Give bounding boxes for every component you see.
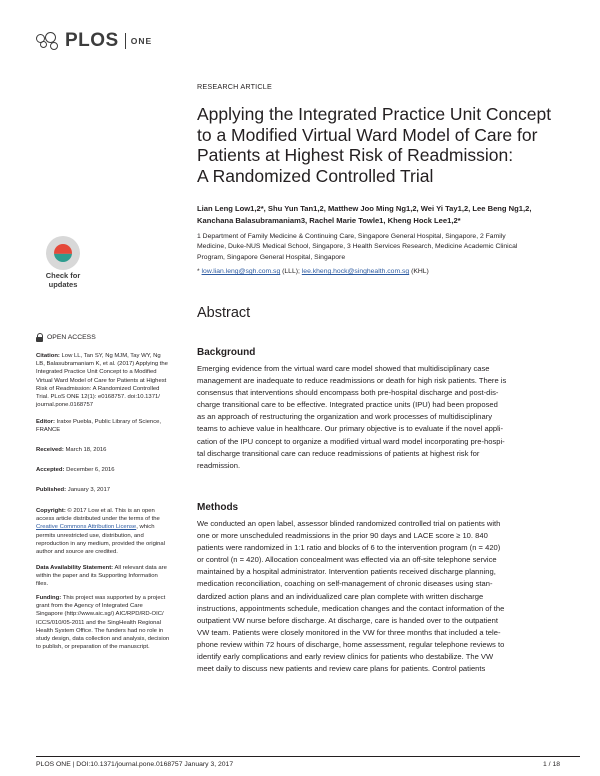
funding-text: Singapore (http://www.aic.sg/) AIC/RPD/RD-OIC/	[36, 611, 164, 618]
editor-text: Iratxe Puebla, Public Library of Science,	[54, 419, 162, 425]
background-heading: Background	[197, 347, 256, 358]
author-line: Kanchana Balasubramaniam3, Rachel Marie Towle1, Kheng Hock Lee1,2*	[197, 215, 461, 225]
funding-text: study design, data collection and analysis, decision	[36, 636, 170, 643]
received-block	[36, 446, 176, 454]
logo-journal: ONE	[130, 36, 153, 46]
check-for-updates-icon	[46, 236, 80, 270]
received-label: Received:	[36, 447, 64, 453]
badge-line: Check for	[45, 271, 81, 280]
text-line: consensus that interventions should encompass both pre-hospital discharge and post-dis-	[197, 388, 499, 398]
funding-label: Funding:	[36, 595, 62, 601]
corresp-tag: (KHL)	[409, 268, 429, 275]
logo-text: PLOS	[65, 30, 119, 51]
data-availability-text: All relevant data are	[113, 565, 167, 571]
background-paragraph	[197, 363, 580, 472]
citation-text: journal.pone.0168757	[36, 402, 93, 409]
data-availability-text: within the paper and its Supporting Information	[36, 573, 158, 580]
badge-label	[38, 272, 88, 289]
page-number: 1 / 18	[543, 761, 561, 768]
text-line: readmission.	[197, 460, 241, 470]
text-line: Emerging evidence from the virtual ward care model showed that multidisciplinary case	[197, 364, 490, 373]
data-availability-text: files.	[36, 581, 49, 588]
text-line: instructions, appointments schedule, medication changes and the contact information of the	[197, 603, 505, 613]
copyright-block	[36, 507, 176, 556]
citation-label: Citation:	[36, 353, 60, 359]
text-line: meet daily to discuss new patients and review care plans for patients. Control patients	[197, 664, 486, 674]
funding-text: to publish, or preparation of the manuscript.	[36, 644, 150, 651]
text-line: outpatient VW nurse before discharge. At discharge, care is handed over to the outpatient	[197, 615, 498, 625]
text-line: dardized action plans and an individualized care plan complete with written discharge	[197, 591, 484, 601]
author-list	[197, 203, 582, 226]
data-availability-label: Data Availability Statement:	[36, 565, 114, 571]
text-line: teams to achieve value in healthcare. Our primary objective is to evaluate if the novel appli-	[197, 424, 504, 434]
text-line: patients were randomized in 1:1 ratio and blocks of 6 to the intervention program (n = 420)	[197, 543, 501, 553]
copyright-text: , which	[136, 524, 155, 531]
copyright-text: access article distributed under the terms of the	[36, 516, 160, 523]
text-line: identify early complications and early review clinics for patients who destabilize. The VW	[197, 652, 494, 662]
citation-text: Integrated Practice Unit Concept to a Modified	[36, 369, 157, 376]
citation-text: LB, Balasubramaniam K, et al. (2017) Applying the	[36, 361, 168, 368]
footer-divider	[36, 756, 580, 757]
check-for-updates-button[interactable]	[38, 236, 88, 292]
editor-block	[36, 418, 176, 434]
corresp-tag: (LLL);	[280, 268, 302, 275]
affiliation-line: Medicine, Duke-NUS Medical School, Singapore, 3 Health Services Research, Medicine Academic Clinical	[197, 243, 518, 251]
data-availability-block	[36, 564, 176, 589]
accepted-label: Accepted:	[36, 467, 65, 473]
funding-text: This project was supported by a project	[61, 595, 166, 601]
text-line: as an approach of restructuring the organization and work processes of multidisciplinary	[197, 412, 493, 422]
funding-text: grant from the Agency of Integrated Care	[36, 603, 143, 610]
editor-text: FRANCE	[36, 427, 61, 434]
text-line: cation of the IPU concept to organize a modified virtual ward model incorporating pre-hospi-	[197, 436, 505, 446]
corresp-prefix: *	[197, 268, 202, 275]
text-line: We conducted an open label, assessor blinded randomized controlled trial on patients with	[197, 519, 501, 528]
text-line: maintained by a hospital administrator. Intervention patients received discharge planning,	[197, 567, 496, 577]
citation-text: Virtual Ward Model of Care for Patients at Highest	[36, 377, 167, 384]
open-access-text: OPEN ACCESS	[47, 334, 96, 341]
text-line: one or more unscheduled readmissions in the prior 90 days and LACE score ≥ 10. 840	[197, 531, 488, 541]
affiliations	[197, 232, 587, 263]
text-line: medication reconciliation, coaching on self-management of chronic diseases using stan-	[197, 579, 493, 589]
copyright-text: reproduction in any medium, provided the original	[36, 540, 166, 547]
funding-text: ICCS/010/05-2011 and the SingHealth Regional	[36, 619, 161, 626]
citation-text: Trial. PLoS ONE 12(1): e0168757. doi:10.1371/	[36, 394, 160, 401]
citation-block	[36, 352, 176, 409]
citation-text: Low LL, Tan SY, Ng MJM, Tay WY, Ng	[59, 353, 161, 359]
author-line: Lian Leng Low1,2*, Shu Yun Tan1,2, Matthew Joo Ming Ng1,2, Wei Yi Tay1,2, Lee Beng Ng1,2,	[197, 204, 532, 213]
published-date: January 3, 2017	[66, 487, 110, 493]
title-line: Applying the Integrated Practice Unit Concept	[197, 104, 552, 124]
title-line: Patients at Highest Risk of Readmission:	[197, 145, 514, 165]
article-type: RESEARCH ARTICLE	[197, 82, 272, 91]
methods-paragraph	[197, 518, 580, 675]
affiliation-line: Program, Singapore General Hospital, Singapore	[197, 253, 346, 261]
text-line: or control (n = 420). Allocation concealment was effected via an off-site telephone service	[197, 555, 497, 565]
published-block	[36, 486, 176, 494]
article-title	[197, 104, 577, 186]
open-access-label	[36, 333, 96, 342]
text-line: tal discharge transitional care can reduce readmissions of patients at highest risk for	[197, 448, 480, 458]
copyright-text: author and source are credited.	[36, 549, 118, 556]
plos-one-logo	[36, 30, 152, 52]
correspondence	[197, 268, 429, 275]
badge-line: updates	[48, 279, 78, 289]
affiliation-line: 1 Department of Family Medicine & Continuing Care, Singapore General Hospital, Singapore, 2 Family	[197, 233, 506, 240]
email-link-khl[interactable]: lee.kheng.hock@singhealth.com.sg	[301, 268, 410, 275]
copyright-label: Copyright:	[36, 508, 66, 514]
logo-divider	[125, 33, 126, 49]
license-link[interactable]: Creative Commons Attribution License	[36, 524, 137, 531]
published-label: Published:	[36, 487, 67, 493]
editor-label: Editor:	[36, 419, 55, 425]
received-date: March 18, 2016	[63, 447, 107, 453]
abstract-heading: Abstract	[197, 305, 251, 321]
text-line: charge transitional care to be effective. Integrated practice units (IPU) had been proposed	[197, 400, 498, 410]
title-line: to a Modified Virtual Ward Model of Care for	[197, 124, 538, 145]
plos-logo-icon	[36, 31, 62, 51]
funding-text: Health System Office. The funders had no role in	[36, 627, 164, 634]
text-line: VW team. Patients were closely monitored in the VW for three months that included a tele-	[197, 627, 501, 637]
footer-citation: PLOS ONE | DOI:10.1371/journal.pone.0168757 January 3, 2017	[36, 761, 234, 768]
accepted-block	[36, 466, 176, 474]
text-line: management are inadequate to reduce readmissions or death for high risk patients. There is	[197, 376, 507, 386]
title-line: A Randomized Controlled Trial	[197, 165, 434, 186]
email-link-lll[interactable]: low.lian.leng@sgh.com.sg	[201, 268, 281, 275]
text-line: phone review within 72 hours of discharge, home assessment, regular telephone reviews to	[197, 639, 505, 649]
citation-text: Risk of Readmission: A Randomized Controlled	[36, 385, 160, 392]
funding-block	[36, 594, 176, 651]
copyright-text: permits unrestricted use, distribution, and	[36, 532, 144, 539]
copyright-text: © 2017 Low et al. This is an open	[65, 508, 155, 514]
accepted-date: December 6, 2016	[64, 467, 115, 473]
open-lock-icon	[36, 333, 43, 342]
methods-heading: Methods	[197, 502, 239, 513]
